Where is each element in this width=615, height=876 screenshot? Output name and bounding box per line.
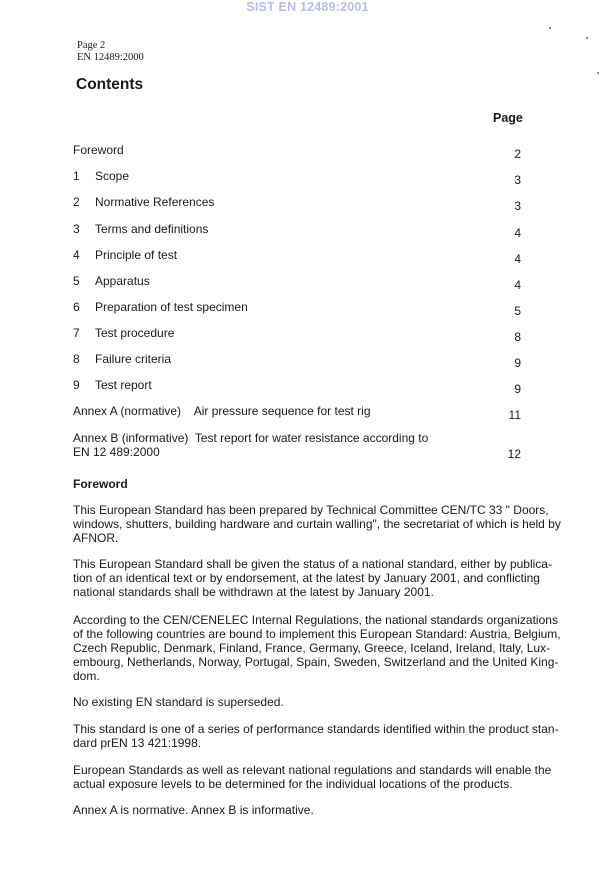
paragraph-line: of the following countries are bound to implement this European Standard: Austria, Belgium, [73, 627, 561, 641]
toc-entry-page: 5 [514, 304, 521, 318]
toc-entry-page: 4 [514, 278, 521, 292]
toc-entry-page: 4 [514, 252, 521, 266]
paragraph-line: According to the CEN/CENELEC Internal Regulations, the national standards organizations [73, 613, 558, 627]
standard-id: EN 12489:2000 [77, 52, 144, 63]
toc-entry-title: Foreword [73, 143, 124, 157]
toc-section-number: 5 [73, 274, 80, 288]
toc-section-number: 9 [73, 378, 80, 392]
foreword-heading: Foreword [73, 477, 128, 491]
annex-b-title-cont: EN 12 489:2000 [73, 445, 160, 459]
toc-entry-page: 8 [514, 330, 521, 344]
toc-section-number: 4 [73, 248, 80, 262]
toc-entry[interactable] [73, 169, 129, 183]
scan-speck [597, 72, 599, 74]
annex-a-page: 11 [508, 408, 521, 422]
paragraph-line: AFNOR. [73, 531, 119, 545]
toc-entry-page: 3 [514, 199, 521, 213]
toc-annex-b[interactable] [73, 431, 428, 459]
toc-entry-page: 9 [514, 382, 521, 396]
paragraph-line: windows, shutters, building hardware and curtain walling", the secretariat of which is held by [73, 517, 561, 531]
foreword-paragraph [73, 503, 563, 545]
annex-b-label: Annex B (informative) [73, 431, 189, 445]
paragraph-line: national standards shall be withdrawn at the latest by January 2001. [73, 585, 434, 599]
paragraph-line: embourg, Netherlands, Norway, Portugal, Spain, Sweden, Switzerland and the United King- [73, 655, 559, 669]
paragraph-line: Czech Republic, Denmark, Finland, France, Germany, Greece, Iceland, Ireland, Italy, Lux- [73, 641, 551, 655]
foreword-paragraph [73, 557, 563, 599]
toc-entry-page: 4 [514, 226, 521, 240]
foreword-paragraph [73, 695, 563, 709]
toc-entry-page: 9 [514, 356, 521, 370]
toc-entry[interactable] [73, 300, 248, 314]
paragraph-line: No existing EN standard is superseded. [73, 695, 284, 709]
paragraph-line: dom. [73, 669, 100, 683]
toc-entry-title: Normative References [95, 195, 215, 209]
toc-section-number: 7 [73, 326, 80, 340]
toc-entry[interactable] [73, 274, 150, 288]
toc-annex-a[interactable] [73, 404, 371, 418]
toc-entry-title: Test procedure [95, 326, 175, 340]
toc-section-number: 6 [73, 300, 80, 314]
foreword-paragraph [73, 803, 563, 817]
toc-entry-title: Failure criteria [95, 352, 172, 366]
toc-entry[interactable] [73, 143, 124, 157]
foreword-paragraph [73, 722, 563, 750]
toc-entry-title: Principle of test [95, 248, 178, 262]
paragraph-line: tion of an identical text or by endorsement, at the latest by January 2001, and conflicting [73, 571, 540, 585]
toc-section-number: 1 [73, 169, 80, 183]
toc-entry-page: 3 [514, 173, 521, 187]
scan-speck [586, 37, 588, 39]
toc-entry[interactable] [73, 222, 208, 236]
toc-entry-title: Scope [95, 169, 130, 183]
scan-speck [549, 27, 551, 29]
paragraph-line: actual exposure levels to be determined for the individual locations of the products. [73, 777, 513, 791]
toc-entry[interactable] [73, 352, 171, 366]
paragraph-line: dard prEN 13 421:1998. [73, 736, 202, 750]
annex-a-title: Air pressure sequence for test rig [193, 404, 371, 418]
toc-entry[interactable] [73, 378, 152, 392]
paragraph-line: Annex A is normative. Annex B is informative. [73, 803, 314, 817]
contents-title: Contents [76, 76, 144, 93]
page-number: Page 2 [77, 40, 106, 51]
toc-entry[interactable] [73, 195, 214, 209]
paragraph-line: European Standards as well as relevant national regulations and standards will enable the [73, 763, 552, 777]
toc-section-number: 2 [73, 195, 80, 209]
toc-entry-title: Terms and definitions [95, 222, 209, 236]
watermark: SIST EN 12489:2001 [246, 0, 369, 14]
paragraph-line: This standard is one of a series of performance standards identified within the product stan- [73, 722, 559, 736]
toc-section-number: 8 [73, 352, 80, 366]
toc-entry-title: Apparatus [95, 274, 150, 288]
toc-entry-title: Preparation of test specimen [95, 300, 248, 314]
paragraph-line: This European Standard has been prepared by Technical Committee CEN/TC 33 " Doors, [73, 503, 549, 517]
foreword-paragraph [73, 763, 563, 791]
toc-entry[interactable] [73, 326, 174, 340]
paragraph-line: This European Standard shall be given the status of a national standard, either by publica- [73, 557, 552, 571]
toc-entry-title: Test report [95, 378, 152, 392]
annex-a-label: Annex A (normative) [73, 404, 182, 418]
toc-section-number: 3 [73, 222, 80, 236]
page-column-label: Page [493, 111, 523, 125]
toc-entry[interactable] [73, 248, 177, 262]
toc-entry-page: 2 [514, 147, 521, 161]
annex-b-title: Test report for water resistance according to [194, 431, 429, 445]
annex-b-page: 12 [507, 447, 521, 461]
foreword-paragraph [73, 613, 563, 683]
